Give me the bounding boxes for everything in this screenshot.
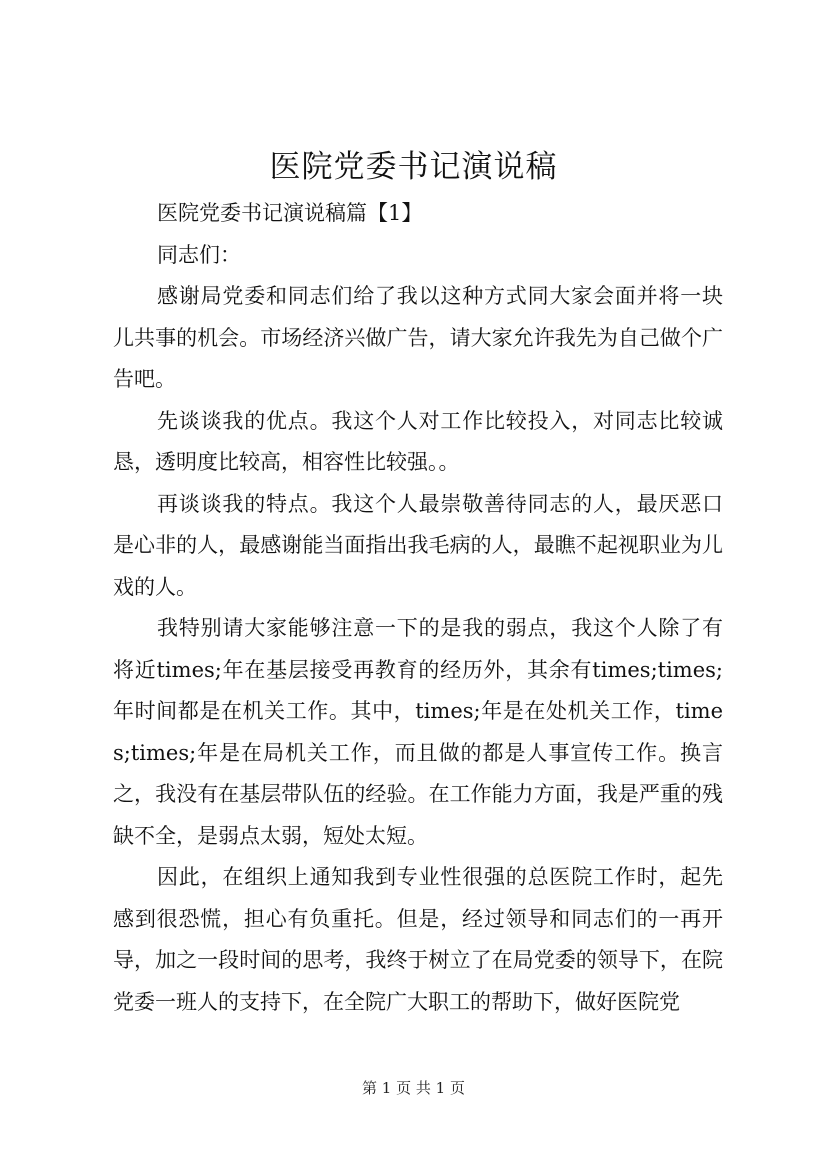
paragraph: 感谢局党委和同志们给了我以这种方式同大家会面并将一块儿共事的机会。市场经济兴做广告，请大家允许我先为自己做个广告吧。 [113,284,723,391]
paragraph: 因此，在组织上通知我到专业性很强的总医院工作时，起先感到很恐慌，担心有负重托。但是，经过领导和同志们的一再开导，加之一段时间的思考，我终于树立了在局党委的领导下，在院党委一班人的支持下，在全院广大职工的帮助下，做好医院党 [113,865,723,1014]
document-title: 医院党委书记演说稿 [269,149,558,185]
document-body [113,193,723,1023]
page-number-footer: 第 1 页 共 1 页 [362,1079,465,1097]
paragraph: 再谈谈我的特点。我这个人最崇敬善待同志的人，最厌恶口是心非的人，最感谢能当面指出我毛病的人，最瞧不起视职业为儿戏的人。 [113,491,723,599]
salutation: 同志们： [157,242,241,267]
paragraph: 我特别请大家能够注意一下的是我的弱点，我这个人除了有将近times;年在基层接受再教育的经历外，其余有times;times;年时间都是在机关工作。其中，times;年是在处机关工作，times;times;年是在局机关工作，而且做的都是人事宣传工作。换言之，我没有在基层带队伍的经验。在工作能力方面，我是严重的残缺不全，是弱点太弱，短处太短。 [113,616,723,848]
section-heading: 医院党委书记演说稿篇【1】 [157,201,423,225]
paragraph: 先谈谈我的优点。我这个人对工作比较投入，对同志比较诚恳，透明度比较高，相容性比较强。。 [113,408,723,474]
